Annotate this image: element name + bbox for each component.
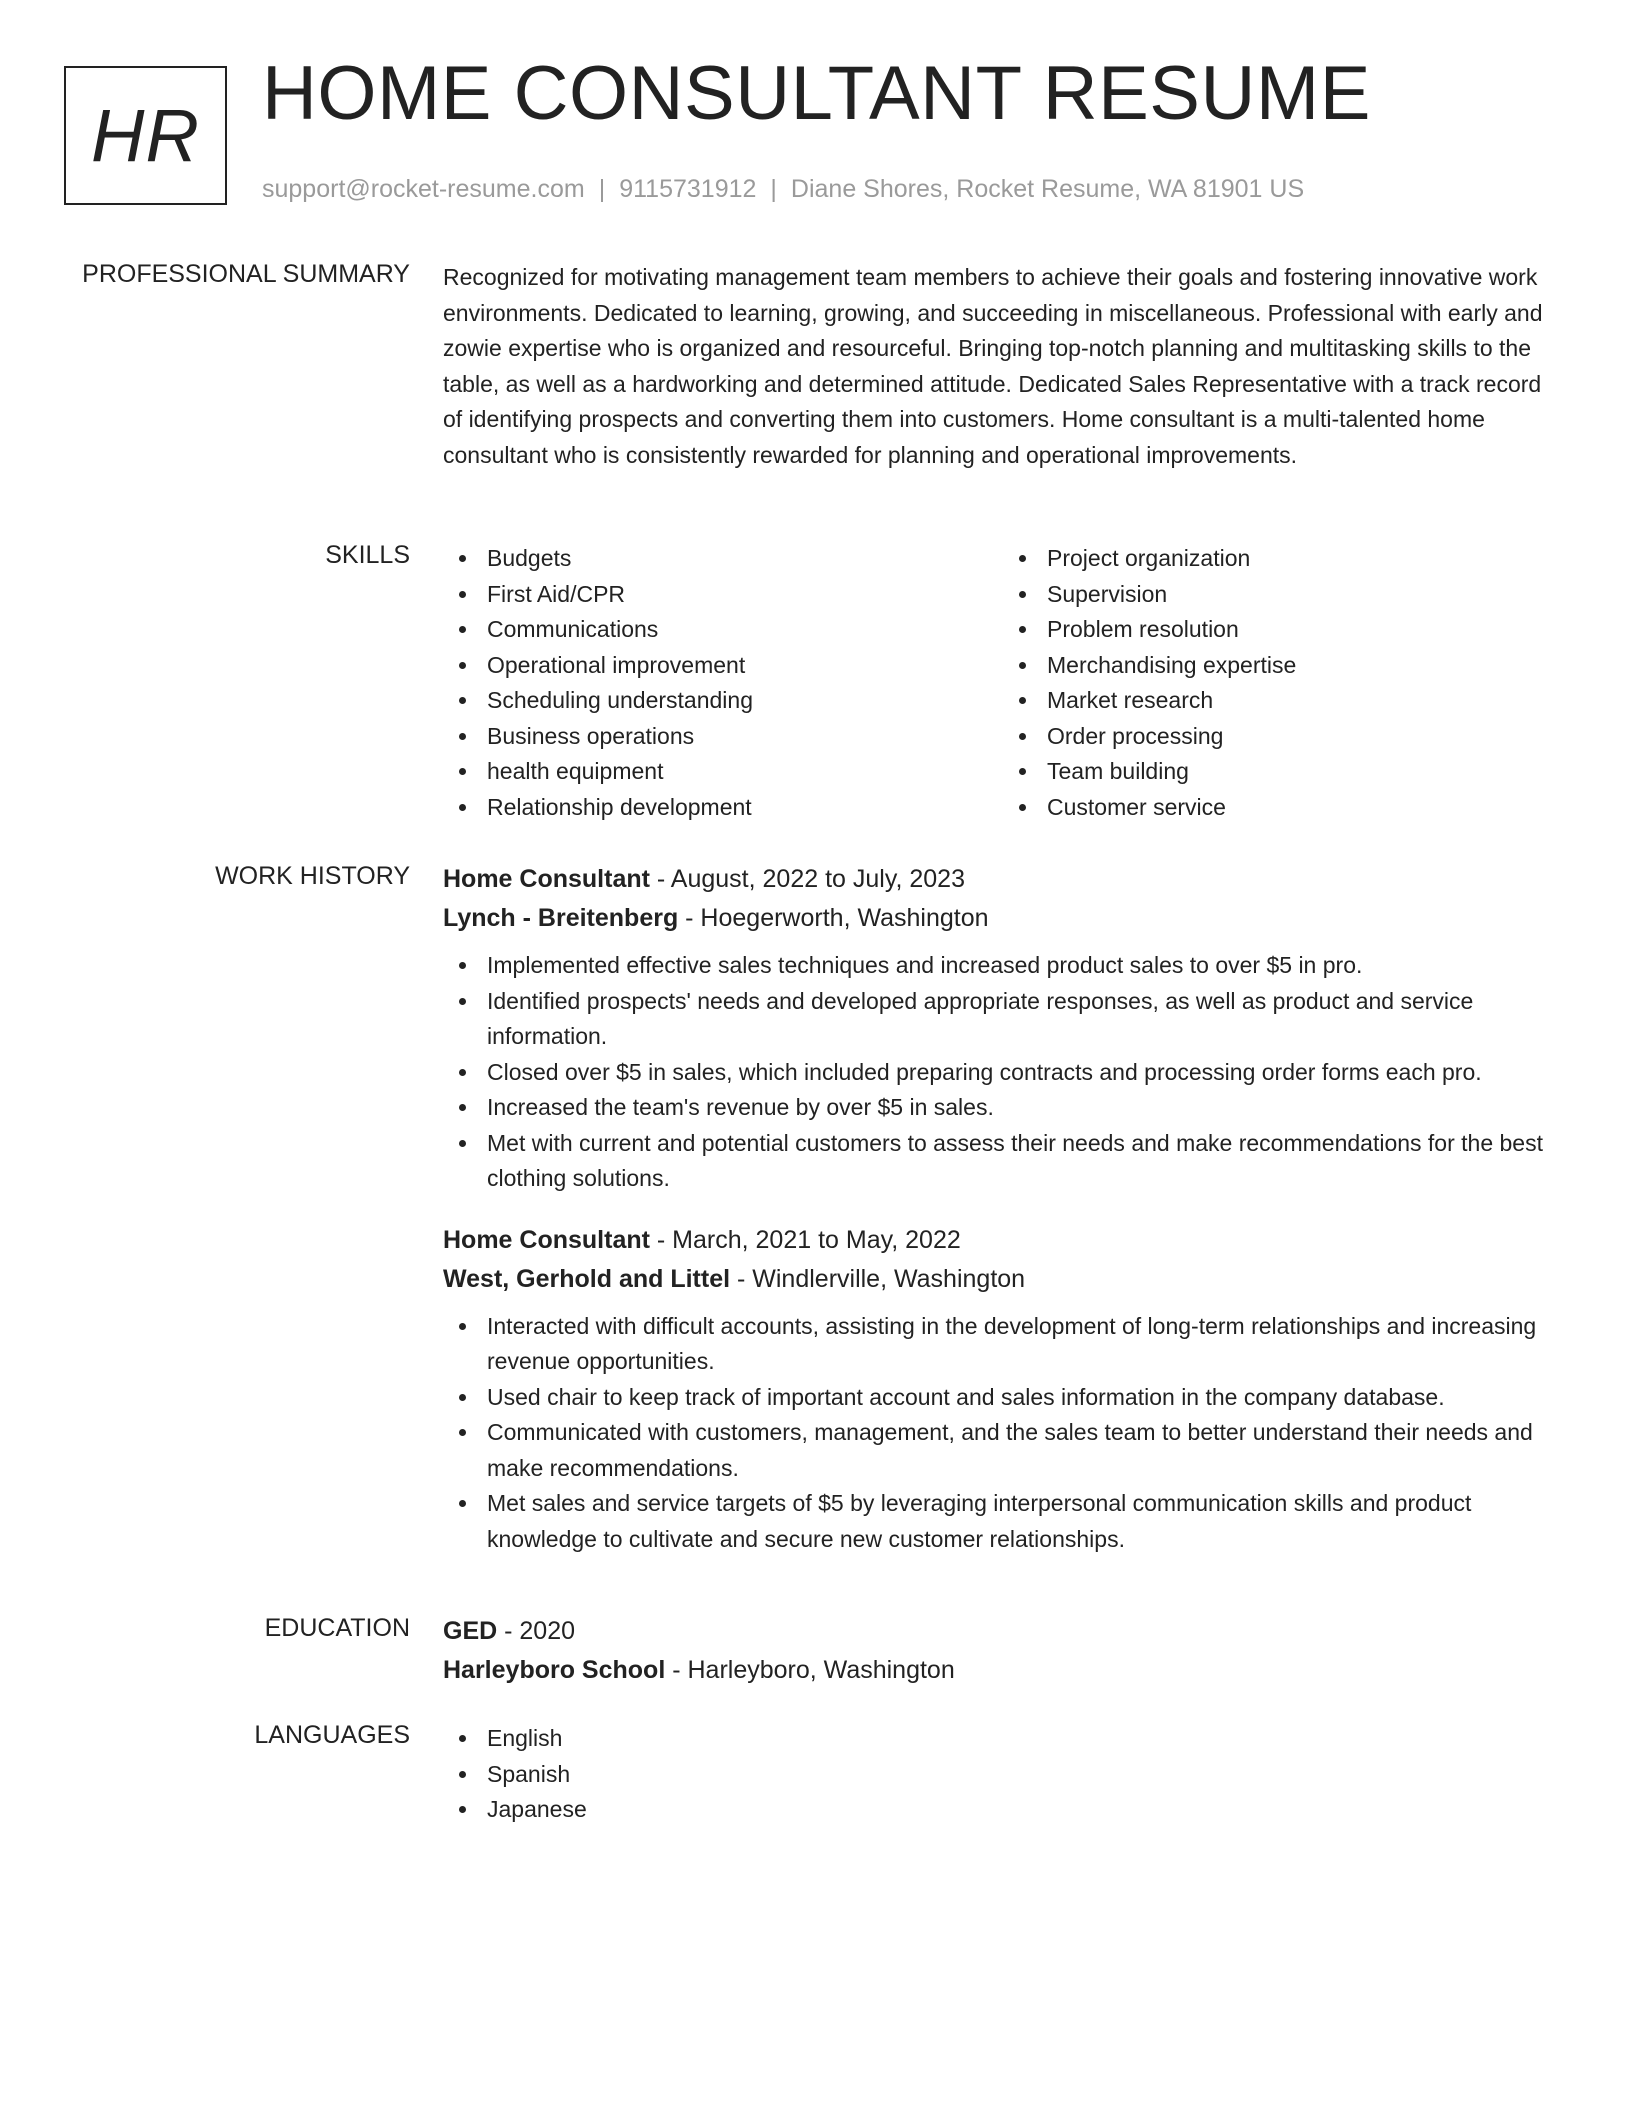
job-company-line xyxy=(443,1260,1563,1299)
contact-phone[interactable]: 9115731912 xyxy=(619,175,757,203)
job-duty: Interacted with difficult accounts, assisting in the development of long-term relationships and increasing revenue opportunities. xyxy=(487,1309,1563,1380)
skill-item: Team building xyxy=(1047,754,1563,790)
job-location: - Hoegerworth, Washington xyxy=(678,904,989,932)
monogram-initials: HR xyxy=(91,94,200,177)
skills-list-left xyxy=(443,541,1003,825)
education-degree: GED xyxy=(443,1617,498,1645)
job-title-line xyxy=(443,1221,1563,1260)
job-dates: - August, 2022 to July, 2023 xyxy=(649,865,965,893)
education-year: - 2020 xyxy=(497,1617,576,1645)
section-label-summary: PROFESSIONAL SUMMARY xyxy=(82,260,410,288)
skill-item: health equipment xyxy=(487,754,1003,790)
section-label-languages: LANGUAGES xyxy=(254,1721,410,1749)
skill-item: Order processing xyxy=(1047,719,1563,755)
work-body xyxy=(443,860,1563,1557)
education-location: - Harleyboro, Washington xyxy=(665,1656,955,1684)
job-duty: Communicated with customers, management, and the sales team to better understand their needs and make recommendations. xyxy=(487,1415,1563,1486)
languages-body xyxy=(443,1721,1563,1828)
monogram-box xyxy=(64,66,227,205)
education-degree-line xyxy=(443,1612,1563,1651)
contact-email[interactable]: support@rocket-resume.com xyxy=(262,175,585,203)
skill-item: Project organization xyxy=(1047,541,1563,577)
skill-item: Merchandising expertise xyxy=(1047,648,1563,684)
job-entry xyxy=(443,860,1563,1197)
education-school: Harleyboro School xyxy=(443,1656,666,1684)
contact-line xyxy=(262,174,1304,204)
job-duty: Increased the team's revenue by over $5 in sales. xyxy=(487,1090,1563,1126)
skill-item: Business operations xyxy=(487,719,1003,755)
job-title-line xyxy=(443,860,1563,899)
job-location: - Windlerville, Washington xyxy=(730,1264,1026,1293)
job-duty: Identified prospects' needs and developed appropriate responses, as well as product and service information. xyxy=(487,984,1563,1055)
education-school-line xyxy=(443,1651,1563,1690)
resume-title: HOME CONSULTANT RESUME xyxy=(262,51,1371,136)
section-label-skills: SKILLS xyxy=(325,541,410,569)
skills-list-right xyxy=(1003,541,1563,825)
job-title: Home Consultant xyxy=(443,865,650,893)
skill-item: Supervision xyxy=(1047,577,1563,613)
job-company: Lynch - Breitenberg xyxy=(443,904,679,932)
language-item: Spanish xyxy=(487,1757,1563,1793)
skill-item: Communications xyxy=(487,612,1003,648)
job-dates: - March, 2021 to May, 2022 xyxy=(649,1225,961,1254)
summary-text: Recognized for motivating management team members to achieve their goals and fostering innovative work environments. Dedicated to learning, growing, and succeeding in miscellaneous. Professional with early and zowie expertise who is organized and resourceful. Bringing top-notch planning and multitasking skills to the table, as well as a hardworking and determined attitude. Dedicated Sales Representative with a track record of identifying prospects and converting them into customers. Home consultant is a multi-talented home consultant who is consistently rewarded for planning and operational improvements. xyxy=(443,264,1543,468)
skill-item: Scheduling understanding xyxy=(487,683,1003,719)
contact-separator: | xyxy=(770,175,777,203)
job-duty: Met sales and service targets of $5 by leveraging interpersonal communication skills and product knowledge to cultivate and secure new customer relationships. xyxy=(487,1486,1563,1557)
skill-item: Operational improvement xyxy=(487,648,1003,684)
job-duty: Met with current and potential customers to assess their needs and make recommendations for the best clothing solutions. xyxy=(487,1126,1563,1197)
job-company-line xyxy=(443,899,1563,938)
job-company: West, Gerhold and Littel xyxy=(443,1264,731,1293)
skill-item: Market research xyxy=(1047,683,1563,719)
job-entry xyxy=(443,1221,1563,1558)
job-duty: Closed over $5 in sales, which included preparing contracts and processing order forms each pro. xyxy=(487,1055,1563,1091)
job-duty: Used chair to keep track of important account and sales information in the company database. xyxy=(487,1380,1563,1416)
skill-item: First Aid/CPR xyxy=(487,577,1003,613)
skill-item: Customer service xyxy=(1047,790,1563,826)
contact-separator: | xyxy=(598,175,606,203)
language-item: English xyxy=(487,1721,1563,1757)
skill-item: Relationship development xyxy=(487,790,1003,826)
education-body xyxy=(443,1612,1563,1690)
language-item: Japanese xyxy=(487,1792,1563,1828)
job-duties xyxy=(443,1309,1563,1558)
job-duties xyxy=(443,948,1563,1197)
skills-body xyxy=(443,541,1563,825)
job-duty: Implemented effective sales techniques and increased product sales to over $5 in pro. xyxy=(487,948,1563,984)
section-label-work: WORK HISTORY xyxy=(215,862,410,890)
skill-item: Problem resolution xyxy=(1047,612,1563,648)
section-label-education: EDUCATION xyxy=(264,1614,410,1642)
skill-item: Budgets xyxy=(487,541,1003,577)
languages-list xyxy=(443,1721,1563,1828)
contact-address: Diane Shores, Rocket Resume, WA 81901 US xyxy=(790,175,1305,203)
job-title: Home Consultant xyxy=(443,1225,650,1254)
